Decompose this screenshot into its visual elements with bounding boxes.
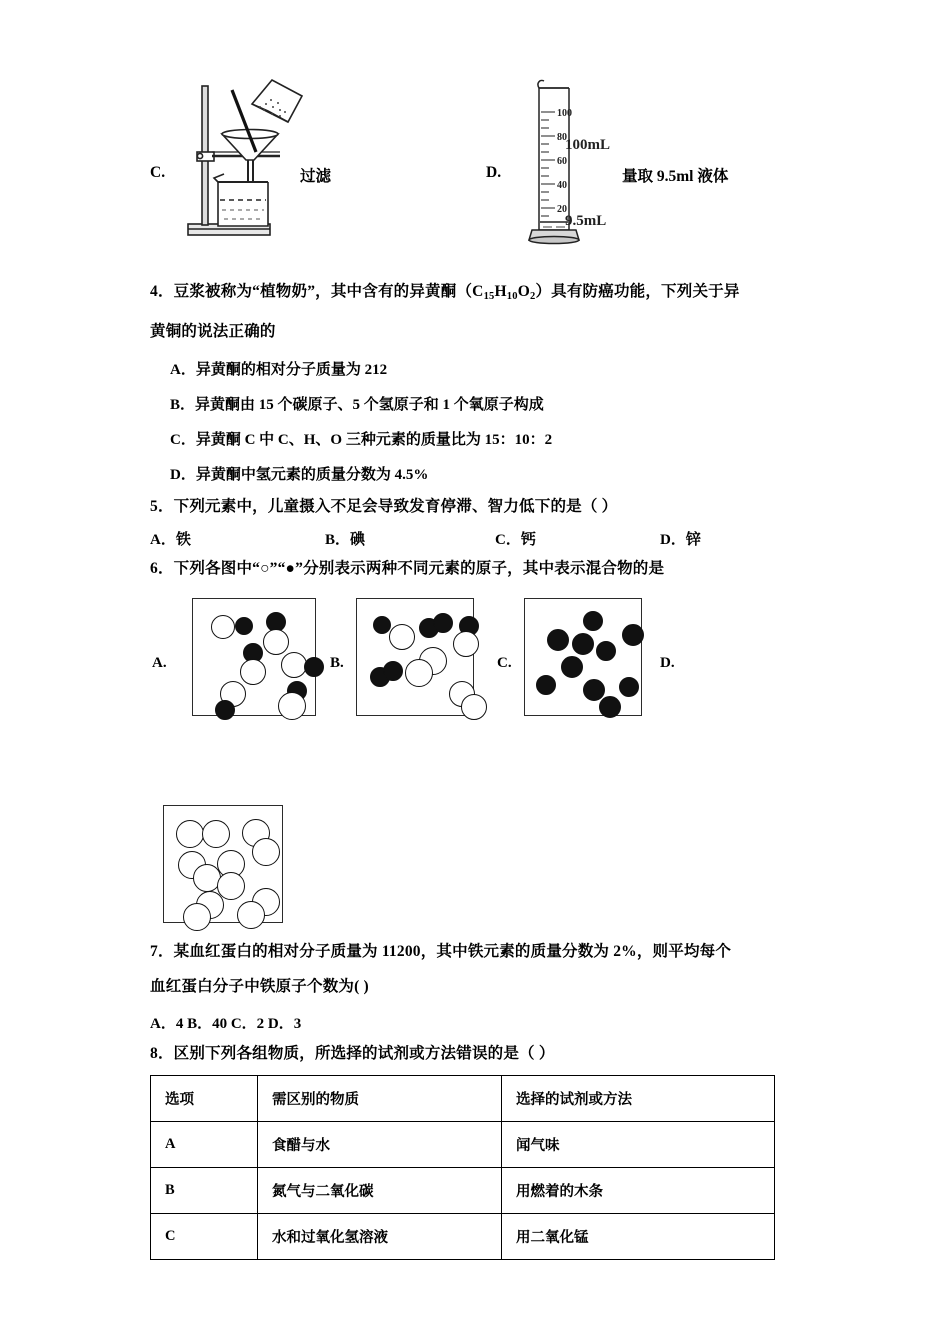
question5-option-b xyxy=(325,528,365,549)
atom-solid-circle xyxy=(215,700,235,720)
svg-text:40: 40 xyxy=(557,180,567,191)
atom-solid-circle xyxy=(373,616,391,634)
table-header-row xyxy=(151,1076,775,1122)
formula-h: H xyxy=(494,283,507,300)
table-row xyxy=(151,1214,775,1260)
question6-option-d-letter: D. xyxy=(660,655,675,671)
question6-diagram-a xyxy=(192,598,316,716)
question8-stem: 8．区别下列各组物质，所选择的试剂或方法错误的是（ ） xyxy=(150,1045,555,1062)
row-a-method: 闻气味 xyxy=(502,1122,775,1168)
row-b-method: 用燃着的木条 xyxy=(502,1168,775,1214)
atom-open-circle xyxy=(183,903,211,931)
question6-option-c-letter: C. xyxy=(497,655,512,671)
atom-solid-circle xyxy=(583,679,605,701)
question6-diagram-c xyxy=(524,598,642,716)
formula-sub-h: 10 xyxy=(506,290,518,302)
question5-stem: 5．下列元素中，儿童摄入不足会导致发育停滞、智力低下的是（ ） xyxy=(150,498,618,515)
question4-stem-line1 xyxy=(150,283,740,304)
atom-solid-circle xyxy=(433,613,453,633)
question7-stem-line2: 血红蛋白分子中铁原子个数为( ) xyxy=(150,978,369,995)
question7-stem-line1: 7．某血红蛋白的相对分子质量为 11200，其中铁元素的质量分数为 2%，则平均每个 xyxy=(150,943,732,960)
th-substances: 需区别的物质 xyxy=(258,1076,502,1122)
atom-solid-circle xyxy=(619,677,639,697)
table-row xyxy=(151,1122,775,1168)
q5-b-text: 碘 xyxy=(350,532,366,548)
question6-diagram-b xyxy=(356,598,474,716)
atom-solid-circle xyxy=(599,696,621,718)
question6-diagram-d xyxy=(163,805,283,923)
cylinder-bottom-label: 9.5mL xyxy=(565,213,607,229)
cylinder-top-label: 100mL xyxy=(565,137,610,153)
th-method: 选择的试剂或方法 xyxy=(502,1076,775,1122)
svg-text:100: 100 xyxy=(557,108,572,119)
question4-stem-text-a: 豆浆被称为“植物奶”，其中含有的异黄酮（C xyxy=(173,283,484,300)
atom-solid-circle xyxy=(622,624,644,646)
question6-option-b-letter: B. xyxy=(330,655,344,671)
question4-option-d: D．异黄酮中氢元素的质量分数为 4.5% xyxy=(170,467,429,483)
svg-text:80: 80 xyxy=(557,132,567,143)
formula-o: O xyxy=(517,283,530,300)
atom-open-circle xyxy=(453,631,479,657)
row-c-method: 用二氧化锰 xyxy=(502,1214,775,1260)
question8-table xyxy=(150,1075,775,1260)
atom-solid-circle xyxy=(235,617,253,635)
q5-c-text: 钙 xyxy=(520,532,536,548)
question4-option-b: B．异黄酮由 15 个碳原子、5 个氢原子和 1 个氧原子构成 xyxy=(170,397,544,413)
q3-option-d-caption: 量取 9.5ml 液体 xyxy=(622,168,729,185)
atom-solid-circle xyxy=(583,611,603,631)
question5-option-a xyxy=(150,528,191,549)
row-a-substances: 食醋与水 xyxy=(258,1122,502,1168)
q5-a-letter: A． xyxy=(150,532,176,548)
table-row xyxy=(151,1168,775,1214)
atom-open-circle xyxy=(389,624,415,650)
question5-option-d xyxy=(660,528,701,549)
atom-open-circle xyxy=(278,692,306,720)
atom-solid-circle xyxy=(547,629,569,651)
row-b-option: B xyxy=(151,1168,258,1214)
atom-open-circle xyxy=(237,901,265,929)
q3-option-c-letter: C. xyxy=(150,164,166,181)
question3-figure-row xyxy=(0,60,950,250)
formula-sub-o: 2 xyxy=(529,290,536,302)
svg-text:20: 20 xyxy=(557,204,567,215)
q5-d-text: 锌 xyxy=(685,532,701,548)
filtration-apparatus-icon xyxy=(176,64,306,244)
question4-stem-line2: 黄铜的说法正确的 xyxy=(150,323,276,340)
question4-option-c: C．异黄酮 C 中 C、H、O 三种元素的质量比为 15：10：2 xyxy=(170,432,553,448)
row-a-option: A xyxy=(151,1122,258,1168)
question6-option-a-letter: A. xyxy=(152,655,167,671)
row-c-option: C xyxy=(151,1214,258,1260)
atom-solid-circle xyxy=(561,656,583,678)
question5-option-c xyxy=(495,528,536,549)
q3-option-c-caption: 过滤 xyxy=(300,168,332,185)
row-c-substances: 水和过氧化氢溶液 xyxy=(258,1214,502,1260)
svg-text:60: 60 xyxy=(557,156,567,167)
atom-open-circle xyxy=(202,820,230,848)
q5-b-letter: B． xyxy=(325,532,351,548)
q3-option-d-letter: D. xyxy=(486,164,502,181)
atom-solid-circle xyxy=(383,661,403,681)
q5-d-letter: D． xyxy=(660,532,686,548)
atom-open-circle xyxy=(252,838,280,866)
formula-sub-c: 15 xyxy=(483,290,495,302)
question6-stem: 6．下列各图中“○”“●”分别表示两种不同元素的原子，其中表示混合物的是 xyxy=(150,560,665,577)
th-option: 选项 xyxy=(151,1076,258,1122)
q5-c-letter: C． xyxy=(495,532,521,548)
question4-number: 4． xyxy=(150,283,174,300)
atom-open-circle xyxy=(176,820,204,848)
atom-solid-circle xyxy=(572,633,594,655)
atom-open-circle xyxy=(405,659,433,687)
atom-open-circle xyxy=(211,615,235,639)
atom-solid-circle xyxy=(596,641,616,661)
atom-open-circle xyxy=(240,659,266,685)
atom-open-circle xyxy=(461,694,487,720)
question4-stem-text-b: ）具有防癌功能，下列关于异 xyxy=(535,283,740,300)
atom-solid-circle xyxy=(304,657,324,677)
atom-solid-circle xyxy=(536,675,556,695)
question7-options: A．4 B．40 C．2 D．3 xyxy=(150,1016,302,1032)
q5-a-text: 铁 xyxy=(175,532,191,548)
atom-open-circle xyxy=(263,629,289,655)
row-b-substances: 氮气与二氧化碳 xyxy=(258,1168,502,1214)
question4-option-a: A．异黄酮的相对分子质量为 212 xyxy=(170,362,388,378)
